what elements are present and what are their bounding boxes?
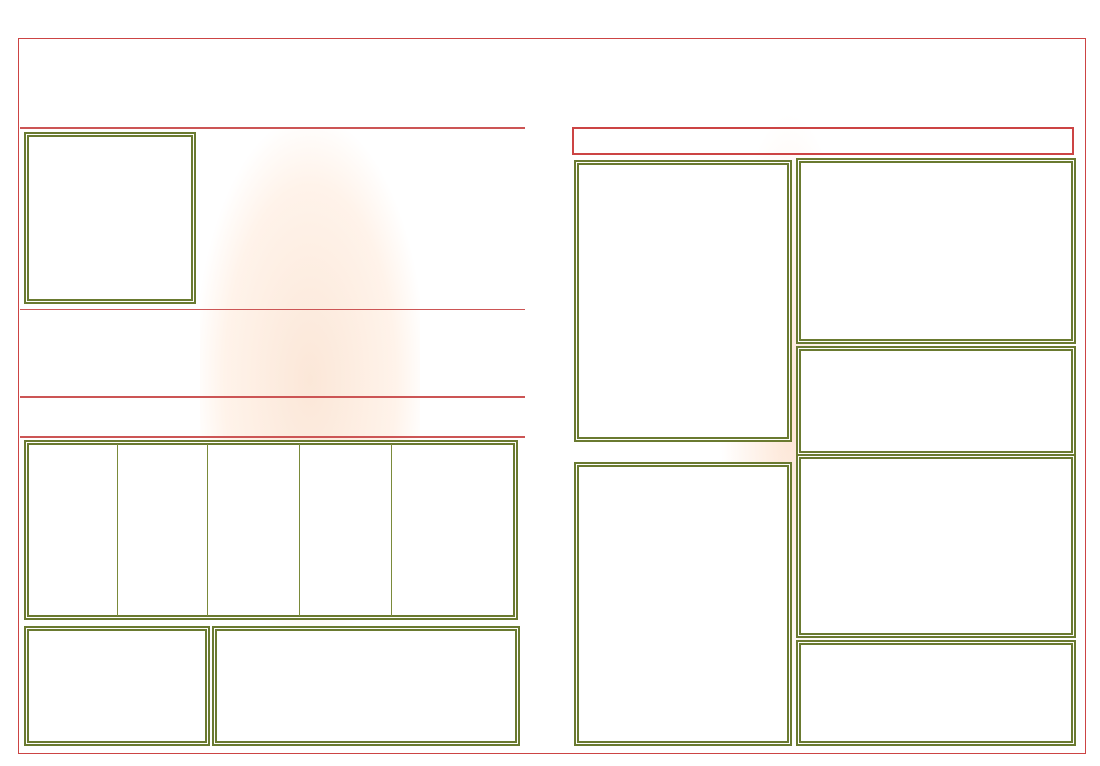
segment-attr-box xyxy=(796,346,1076,456)
zodiac-box xyxy=(574,160,792,442)
motto-banner xyxy=(572,127,1074,155)
tail-column-blackant xyxy=(392,444,510,616)
wuxing-box xyxy=(796,640,1076,746)
blessing-box xyxy=(24,132,196,304)
tail-column-4 xyxy=(300,444,392,616)
tail-column-3 xyxy=(208,444,300,616)
left-header-rule xyxy=(20,127,525,129)
segment-kill-columns xyxy=(802,162,1070,340)
tail-columns xyxy=(30,444,510,616)
tail-column-1 xyxy=(30,444,118,616)
joke-box xyxy=(212,626,520,746)
divider xyxy=(20,309,525,310)
divider xyxy=(20,396,525,398)
tail-column-2 xyxy=(118,444,208,616)
divider xyxy=(20,436,525,438)
tail-comment-box xyxy=(24,626,210,746)
combo-box xyxy=(574,462,792,746)
kill-head-column-2 xyxy=(388,138,518,142)
combo-kill-columns xyxy=(802,458,1070,634)
kill-head-column-1 xyxy=(236,138,366,142)
